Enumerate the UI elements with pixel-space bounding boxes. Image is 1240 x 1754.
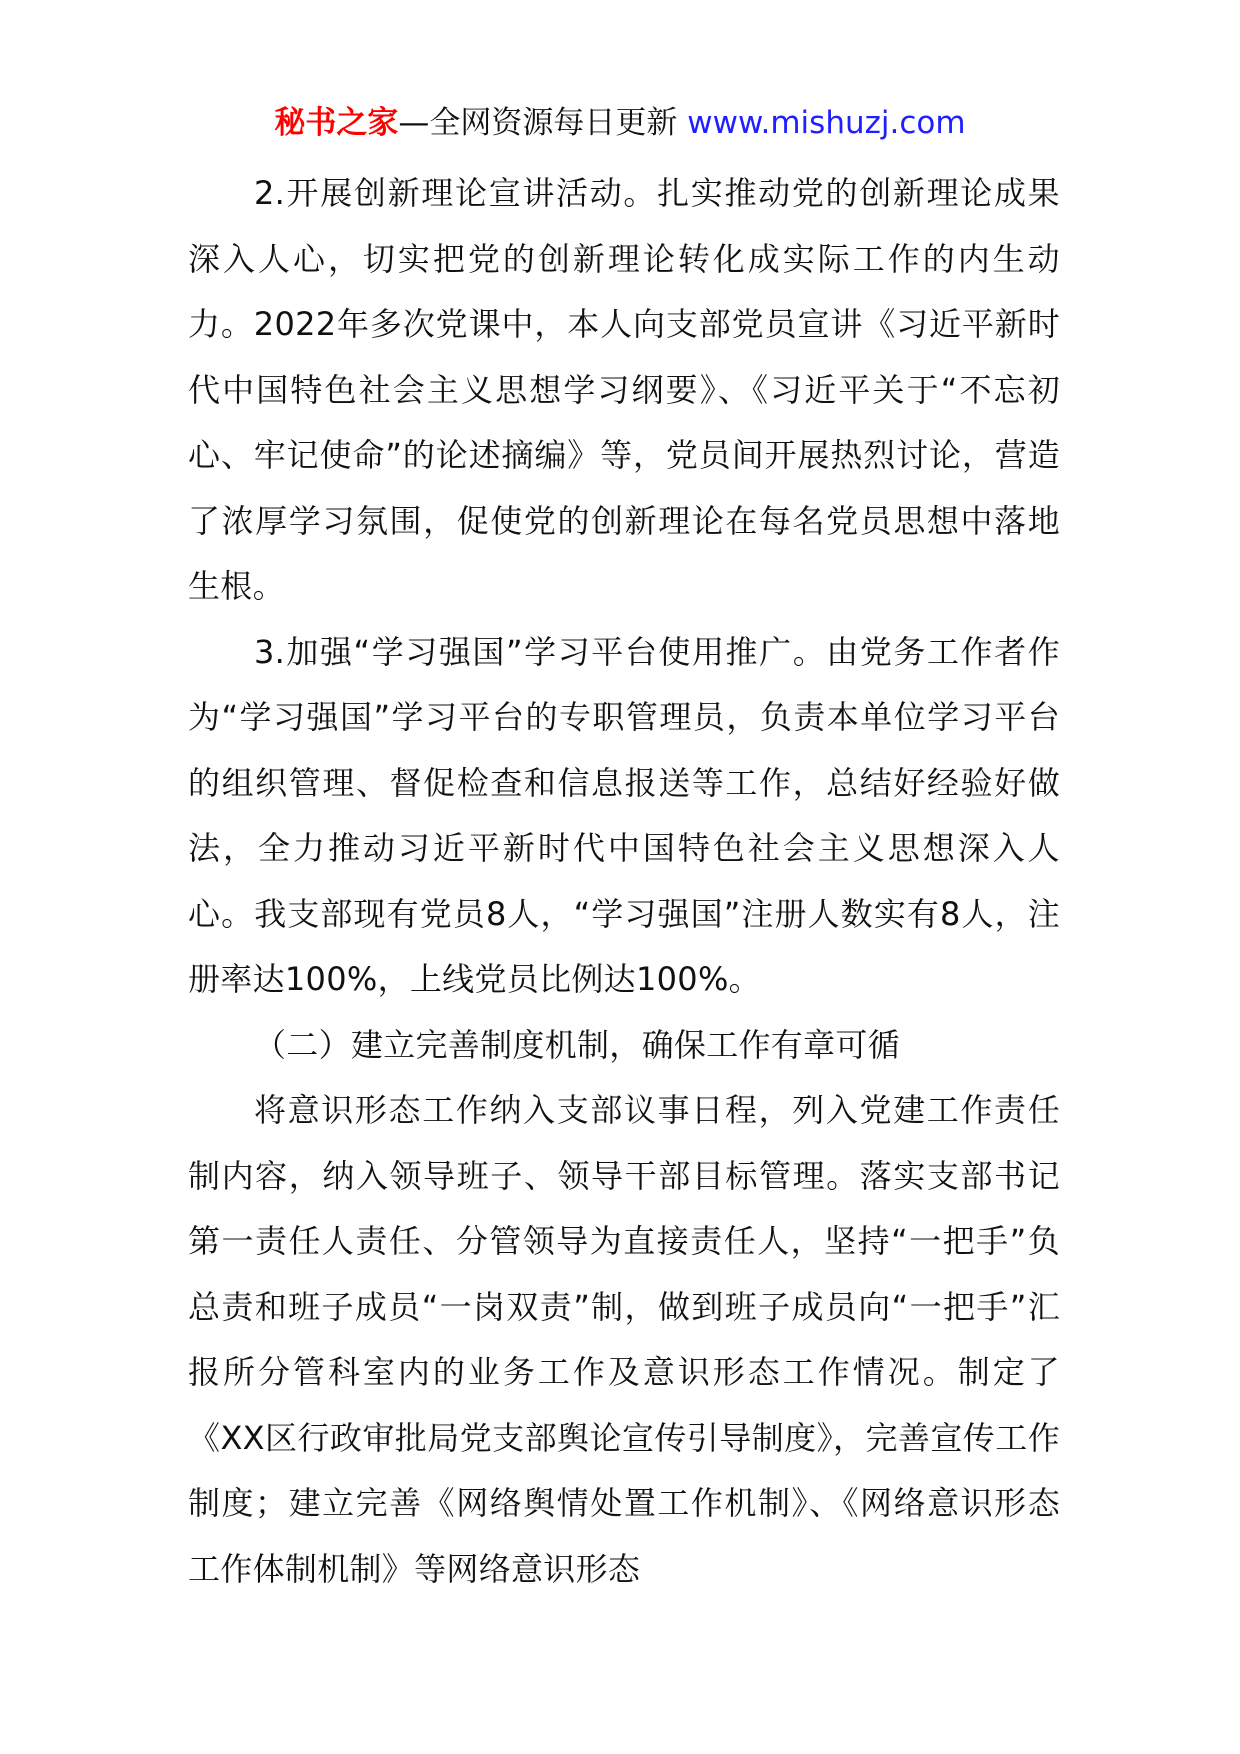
paragraph-innovation-theory: 2.开展创新理论宣讲活动。扎实推动党的创新理论成果深入人心，切实把党的创新理论转化成实际工作的内生动力。2022年多次党课中，本人向支部党员宣讲《习近平新时代中国特色社会主义思想学习纲要》、《习近平关于“不忘初心、牢记使命”的论述摘编》等，党员间开展热烈讨论，营造了浓厚学习氛围，促使党的创新理论在每名党员思想中落地生根。 bbox=[188, 174, 1060, 605]
site-url-link[interactable]: www.mishuzj.com bbox=[687, 105, 966, 141]
site-header bbox=[0, 101, 1240, 145]
section-heading: （二）建立完善制度机制，确保工作有章可循 bbox=[254, 1025, 901, 1064]
document-body bbox=[188, 161, 1060, 1602]
paragraph-ideology-work: 将意识形态工作纳入支部议事日程，列入党建工作责任制内容，纳入领导班子、领导干部目标管理。落实支部书记第一责任人责任、分管领导为直接责任人，坚持“一把手”负总责和班子成员“一岗双责”制，做到班子成员向“一把手”汇报所分管科室内的业务工作及意识形态工作情况。制定了《XX区行政审批局党支部舆论宣传引导制度》，完善宣传工作制度；建立完善《网络舆情处置工作机制》、《网络意识形态工作体制机制》等网络意识形态 bbox=[188, 1091, 1060, 1588]
paragraph-study-platform: 3.加强“学习强国”学习平台使用推广。由党务工作者作为“学习强国”学习平台的专职管理员，负责本单位学习平台的组织管理、督促检查和信息报送等工作，总结好经验好做法，全力推动习近平新时代中国特色社会主义思想深入人心。我支部现有党员8人，“学习强国”注册人数实有8人，注册率达100%，上线党员比例达100%。 bbox=[188, 632, 1060, 998]
site-tagline: —全网资源每日更新 bbox=[398, 105, 678, 141]
site-brand: 秘书之家 bbox=[274, 105, 399, 141]
